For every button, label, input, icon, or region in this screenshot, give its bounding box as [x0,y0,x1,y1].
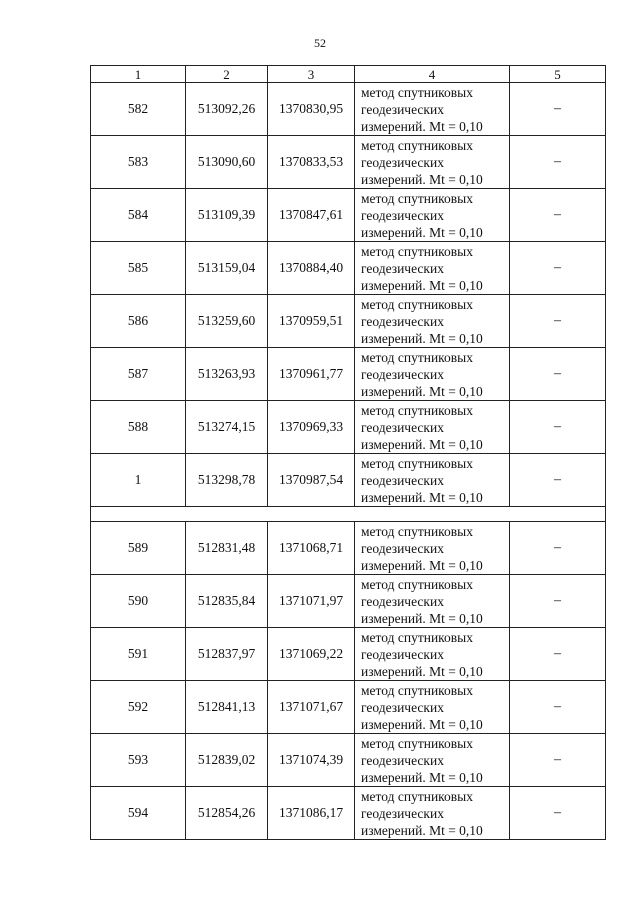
note-cell: – [510,83,606,136]
column-header-5: 5 [510,66,606,83]
table-row [91,136,606,189]
coordinates-table [90,65,606,840]
note-cell: – [510,189,606,242]
table-row [91,734,606,787]
method-line-2: геодезических [361,805,444,821]
method-line-1: метод спутниковых [361,576,473,592]
method-line-2: геодезических [361,366,444,382]
y-coordinate-cell: 1371086,17 [268,787,355,840]
method-line-2: геодезических [361,207,444,223]
y-coordinate-cell: 1371069,22 [268,628,355,681]
method-line-1: метод спутниковых [361,190,473,206]
y-coordinate-cell: 1370847,61 [268,189,355,242]
method-cell [355,348,510,401]
note-cell: – [510,242,606,295]
method-line-3: измерений. Mt = 0,10 [361,118,483,134]
method-line-3: измерений. Mt = 0,10 [361,663,483,679]
method-line-2: геодезических [361,260,444,276]
x-coordinate-cell: 513298,78 [186,454,268,507]
x-coordinate-cell: 513263,93 [186,348,268,401]
method-line-2: геодезических [361,752,444,768]
note-cell: – [510,734,606,787]
note-cell: – [510,681,606,734]
method-line-2: геодезических [361,313,444,329]
method-cell [355,136,510,189]
x-coordinate-cell: 513090,60 [186,136,268,189]
method-line-1: метод спутниковых [361,788,473,804]
x-coordinate-cell: 513109,39 [186,189,268,242]
method-line-3: измерений. Mt = 0,10 [361,769,483,785]
note-cell: – [510,787,606,840]
x-coordinate-cell: 512854,26 [186,787,268,840]
y-coordinate-cell: 1370833,53 [268,136,355,189]
method-line-3: измерений. Mt = 0,10 [361,171,483,187]
x-coordinate-cell: 512835,84 [186,575,268,628]
table-row [91,83,606,136]
y-coordinate-cell: 1370884,40 [268,242,355,295]
section-separator-row [91,507,606,522]
method-line-2: геодезических [361,699,444,715]
method-cell [355,454,510,507]
column-header-3: 3 [268,66,355,83]
y-coordinate-cell: 1371074,39 [268,734,355,787]
separator-cell [91,507,606,522]
y-coordinate-cell: 1370830,95 [268,83,355,136]
note-cell: – [510,575,606,628]
point-number-cell: 589 [91,522,186,575]
method-line-2: геодезических [361,101,444,117]
method-line-1: метод спутниковых [361,455,473,471]
method-line-1: метод спутниковых [361,137,473,153]
method-line-3: измерений. Mt = 0,10 [361,557,483,573]
table-row [91,401,606,454]
table-row [91,295,606,348]
method-line-3: измерений. Mt = 0,10 [361,716,483,732]
point-number-cell: 594 [91,787,186,840]
method-cell [355,734,510,787]
column-header-4: 4 [355,66,510,83]
point-number-cell: 586 [91,295,186,348]
column-header-2: 2 [186,66,268,83]
method-line-3: измерений. Mt = 0,10 [361,224,483,240]
method-line-3: измерений. Mt = 0,10 [361,436,483,452]
page-number: 52 [314,36,326,50]
method-line-1: метод спутниковых [361,523,473,539]
table-row [91,189,606,242]
x-coordinate-cell: 513092,26 [186,83,268,136]
table-row [91,348,606,401]
x-coordinate-cell: 513259,60 [186,295,268,348]
method-cell [355,681,510,734]
point-number-cell: 583 [91,136,186,189]
point-number-cell: 585 [91,242,186,295]
method-cell [355,401,510,454]
x-coordinate-cell: 512841,13 [186,681,268,734]
y-coordinate-cell: 1370961,77 [268,348,355,401]
method-line-1: метод спутниковых [361,402,473,418]
x-coordinate-cell: 512837,97 [186,628,268,681]
method-line-1: метод спутниковых [361,682,473,698]
method-line-1: метод спутниковых [361,735,473,751]
method-line-2: геодезических [361,419,444,435]
point-number-cell: 1 [91,454,186,507]
x-coordinate-cell: 513159,04 [186,242,268,295]
method-cell [355,787,510,840]
method-cell [355,575,510,628]
point-number-cell: 592 [91,681,186,734]
x-coordinate-cell: 512839,02 [186,734,268,787]
note-cell: – [510,522,606,575]
table-header-row [91,66,606,83]
method-line-2: геодезических [361,646,444,662]
x-coordinate-cell: 512831,48 [186,522,268,575]
x-coordinate-cell: 513274,15 [186,401,268,454]
method-line-3: измерений. Mt = 0,10 [361,383,483,399]
table-row [91,628,606,681]
y-coordinate-cell: 1371071,97 [268,575,355,628]
table-row [91,242,606,295]
note-cell: – [510,295,606,348]
method-line-3: измерений. Mt = 0,10 [361,610,483,626]
method-cell [355,522,510,575]
method-cell [355,189,510,242]
y-coordinate-cell: 1370969,33 [268,401,355,454]
method-cell [355,628,510,681]
method-line-3: измерений. Mt = 0,10 [361,822,483,838]
method-line-1: метод спутниковых [361,84,473,100]
note-cell: – [510,628,606,681]
note-cell: – [510,348,606,401]
method-cell [355,295,510,348]
method-line-2: геодезических [361,593,444,609]
note-cell: – [510,136,606,189]
y-coordinate-cell: 1371068,71 [268,522,355,575]
method-line-1: метод спутниковых [361,629,473,645]
table-row [91,454,606,507]
note-cell: – [510,454,606,507]
y-coordinate-cell: 1370959,51 [268,295,355,348]
method-line-3: измерений. Mt = 0,10 [361,330,483,346]
point-number-cell: 593 [91,734,186,787]
method-line-2: геодезических [361,154,444,170]
method-line-2: геодезических [361,472,444,488]
point-number-cell: 582 [91,83,186,136]
point-number-cell: 587 [91,348,186,401]
method-line-3: измерений. Mt = 0,10 [361,277,483,293]
method-line-1: метод спутниковых [361,349,473,365]
table-row [91,787,606,840]
method-line-3: измерений. Mt = 0,10 [361,489,483,505]
table-row [91,681,606,734]
point-number-cell: 584 [91,189,186,242]
method-line-2: геодезических [361,540,444,556]
y-coordinate-cell: 1370987,54 [268,454,355,507]
method-line-1: метод спутниковых [361,243,473,259]
point-number-cell: 591 [91,628,186,681]
column-header-1: 1 [91,66,186,83]
note-cell: – [510,401,606,454]
table-row [91,522,606,575]
method-cell [355,242,510,295]
point-number-cell: 588 [91,401,186,454]
method-line-1: метод спутниковых [361,296,473,312]
method-cell [355,83,510,136]
point-number-cell: 590 [91,575,186,628]
y-coordinate-cell: 1371071,67 [268,681,355,734]
table-row [91,575,606,628]
